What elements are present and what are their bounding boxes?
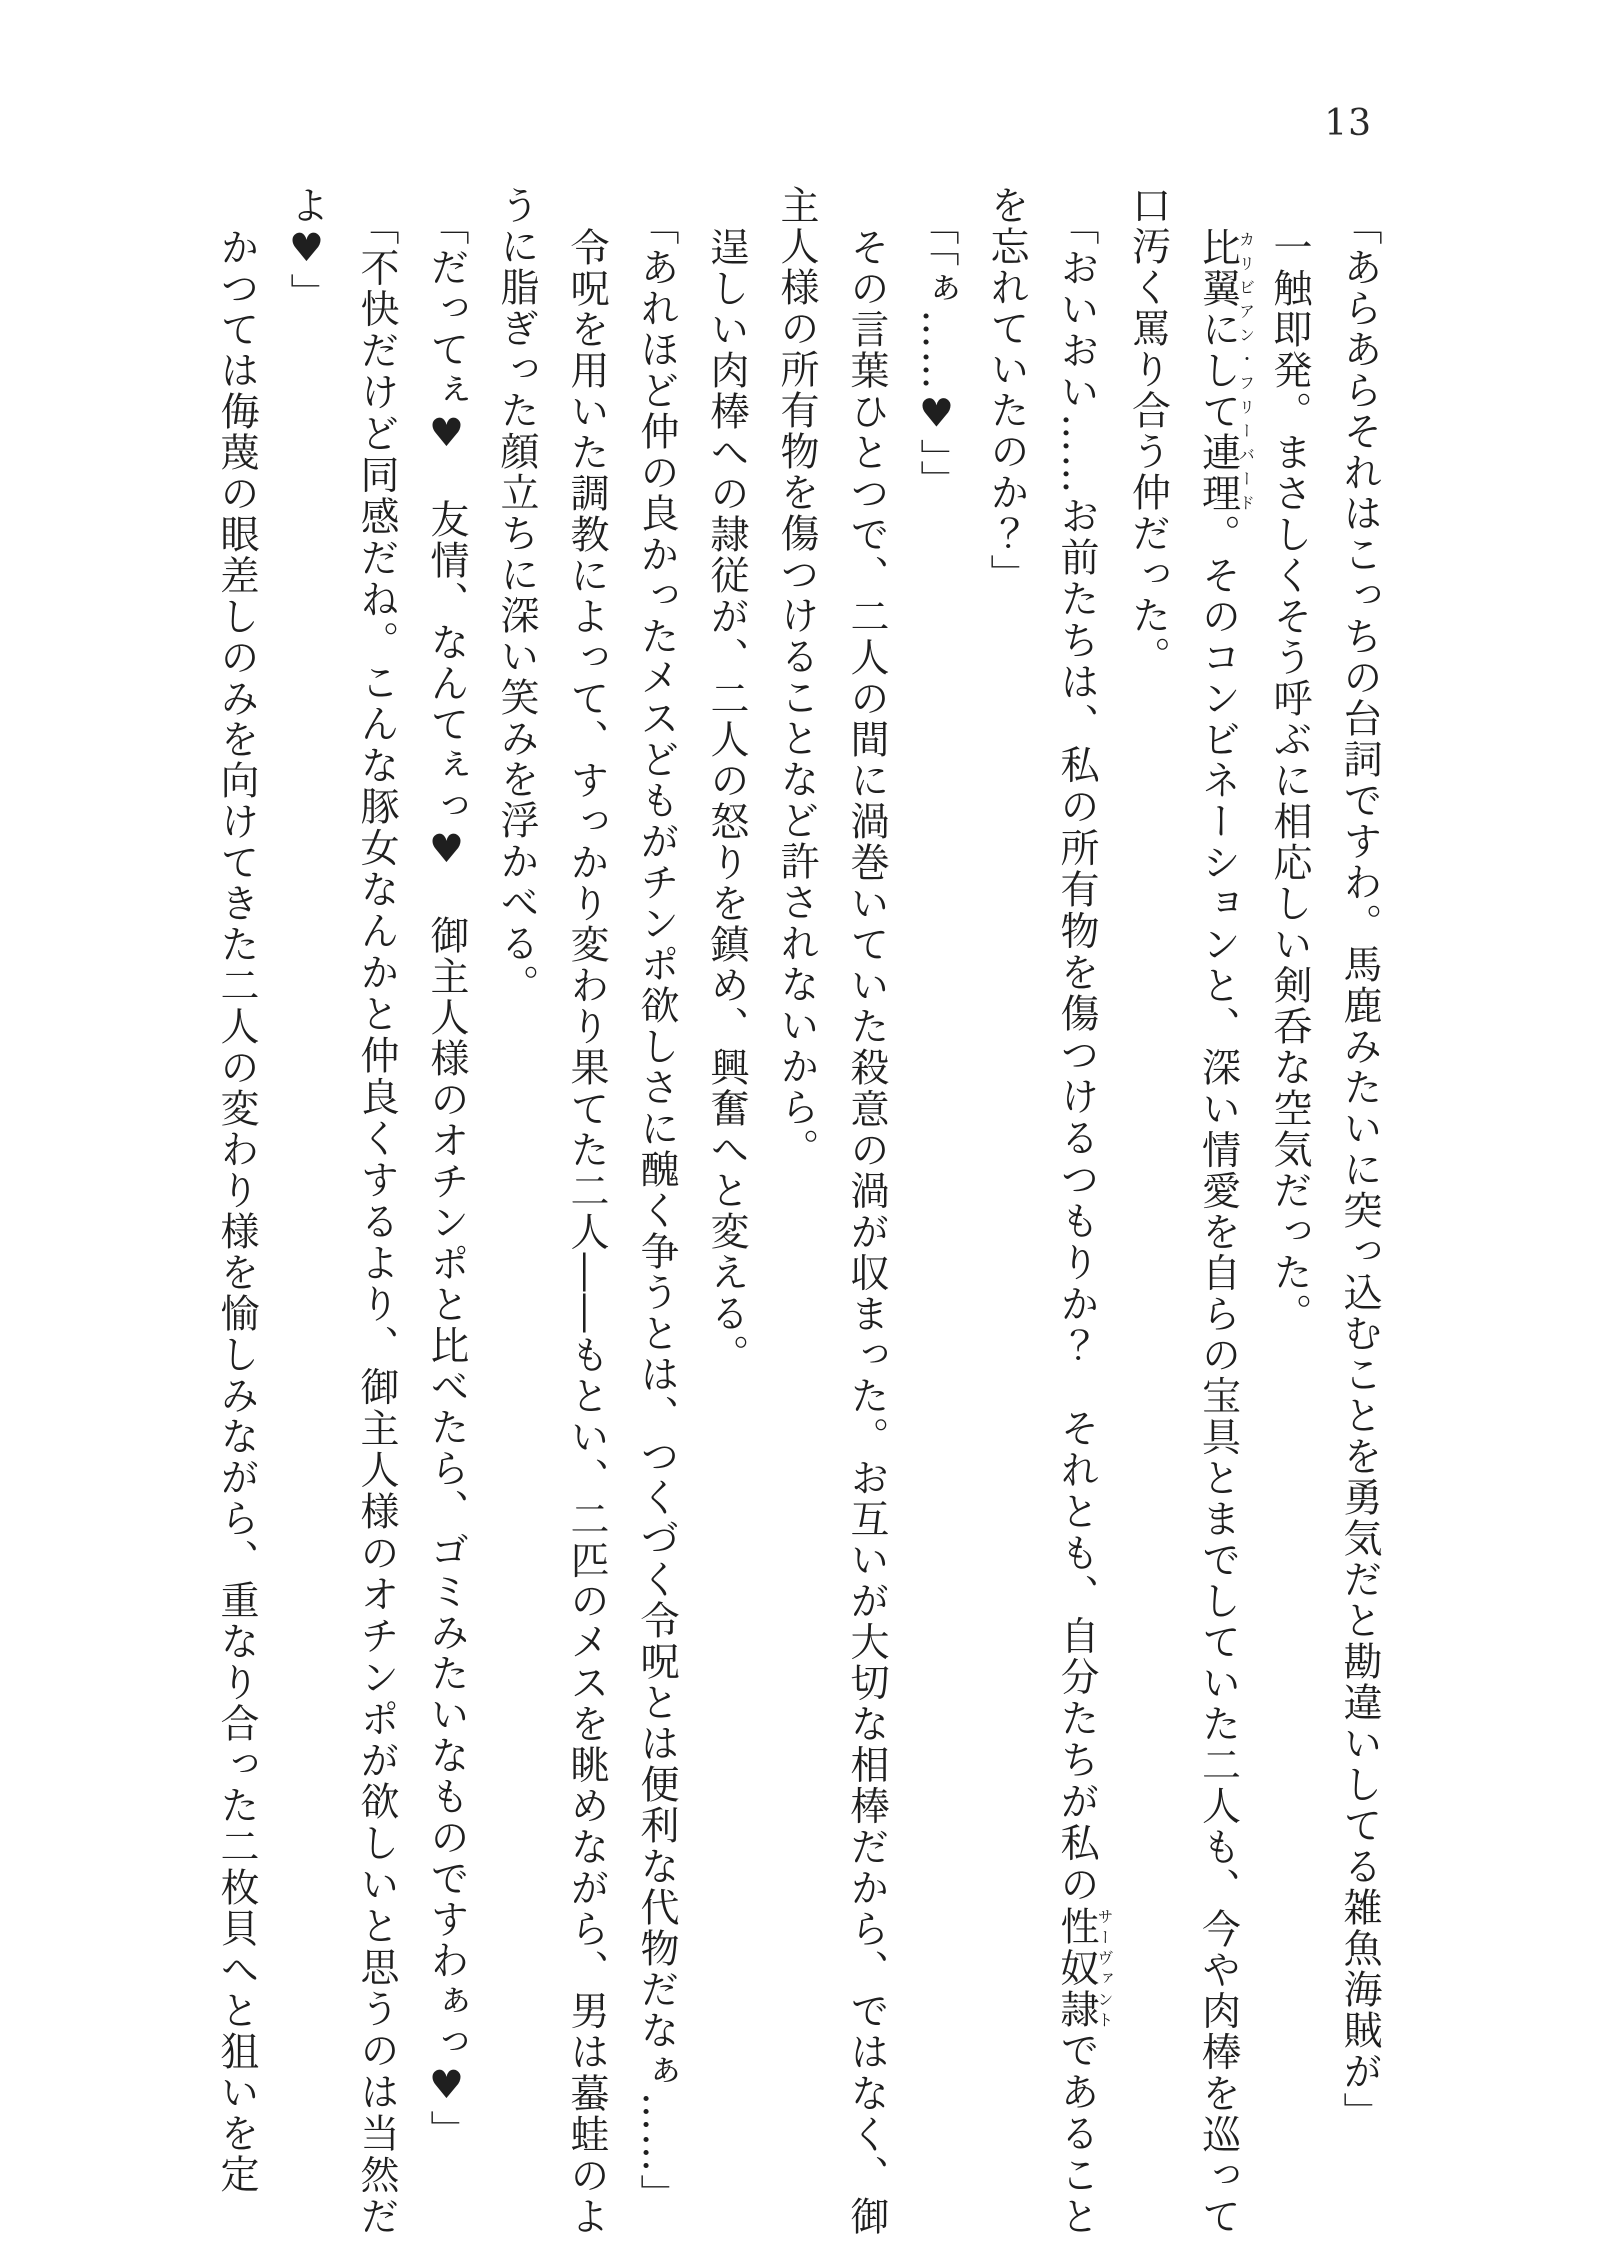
paragraph-narration — [481, 185, 621, 2237]
paragraph-dialogue — [411, 185, 481, 2237]
text-run: 令呪を用いた調教によって、すっかり変わり果てた二人――もとい、二匹のメスを眺めながら、男は蟇蛙のように脂ぎった顔立ちに深い笑みを浮かべる。 — [494, 185, 609, 2237]
text-run: 「あらあらそれはこっちの台詞ですわ。馬鹿みたいに突っ込むことを勇気だと勘違いしてる雑魚海賊が」 — [1337, 206, 1382, 2133]
furigana: サーヴァント — [1095, 1905, 1114, 2030]
text-run: 一触即発。まさしくそう呼ぶに相応しい剣呑な空気だった。 — [1267, 227, 1312, 1334]
text-run: 「だってぇ♥ 友情、なんてぇっ♥ 御主人様のオチンポと比べたら、ゴミみたいなものですわぁっ♥」 — [424, 206, 469, 2151]
paragraph-narration — [761, 185, 901, 2237]
text-run: かつては侮蔑の眼差しのみを向けてきた二人の変わり様を愉しみながら、重なり合った二枚貝へと狙いを定 — [214, 227, 259, 2195]
paragraph-dialogue — [271, 185, 411, 2237]
paragraph-narration — [1254, 185, 1324, 2237]
page-text — [154, 185, 1394, 2237]
paragraph-narration — [201, 185, 271, 2237]
paragraph-dialogue — [971, 185, 1113, 2237]
text-run: 「「ぁ……♥」」 — [914, 206, 959, 501]
ruby-annotated-text: 性奴隷サーヴァント — [1054, 1905, 1114, 2031]
page-number: 13 — [1324, 103, 1372, 144]
paragraph-narration — [691, 185, 761, 2237]
ruby-annotated-text: 比翼にして連理カリビアン・フリーバード — [1195, 227, 1256, 515]
text-run: 「あれほど仲の良かったメスどもがチンポ欲しさに醜く争うとは、つくづく令呪とは便利な代物だなぁ……」 — [634, 206, 679, 2215]
text-run: 「不快だけど同感だね。こんな豚女なんかと仲良くするより、御主人様のオチンポが欲しいと思うのは当然だよ♥」 — [284, 185, 399, 2238]
text-run: その言葉ひとつで、二人の間に渦巻いていた殺意の渦が収まった。お互いが大切な相棒だから、ではなく、御主人様の所有物を傷つけることなど許されないから。 — [774, 185, 889, 2237]
paragraph-dialogue — [1324, 185, 1394, 2237]
paragraph-dialogue — [621, 185, 691, 2237]
text-run: 「おいおい……お前たちは、私の所有物を傷つけるつもりか？ それとも、自分たちが私の — [1054, 206, 1099, 1906]
text-run: 逞しい肉棒への隷従が、二人の怒りを鎮め、興奮へと変える。 — [704, 227, 749, 1375]
text-run: であることを忘れていたのか？」 — [984, 185, 1099, 2238]
paragraph-dialogue — [901, 185, 971, 2237]
furigana: カリビアン・フリーバード — [1236, 227, 1256, 515]
paragraph-narration — [1113, 185, 1255, 2237]
text-run: 。そのコンビネーションと、深い情愛を自らの宝具とまでしていた二人も、今や肉棒を巡って口汚く罵り合う仲だった。 — [1125, 185, 1241, 2238]
